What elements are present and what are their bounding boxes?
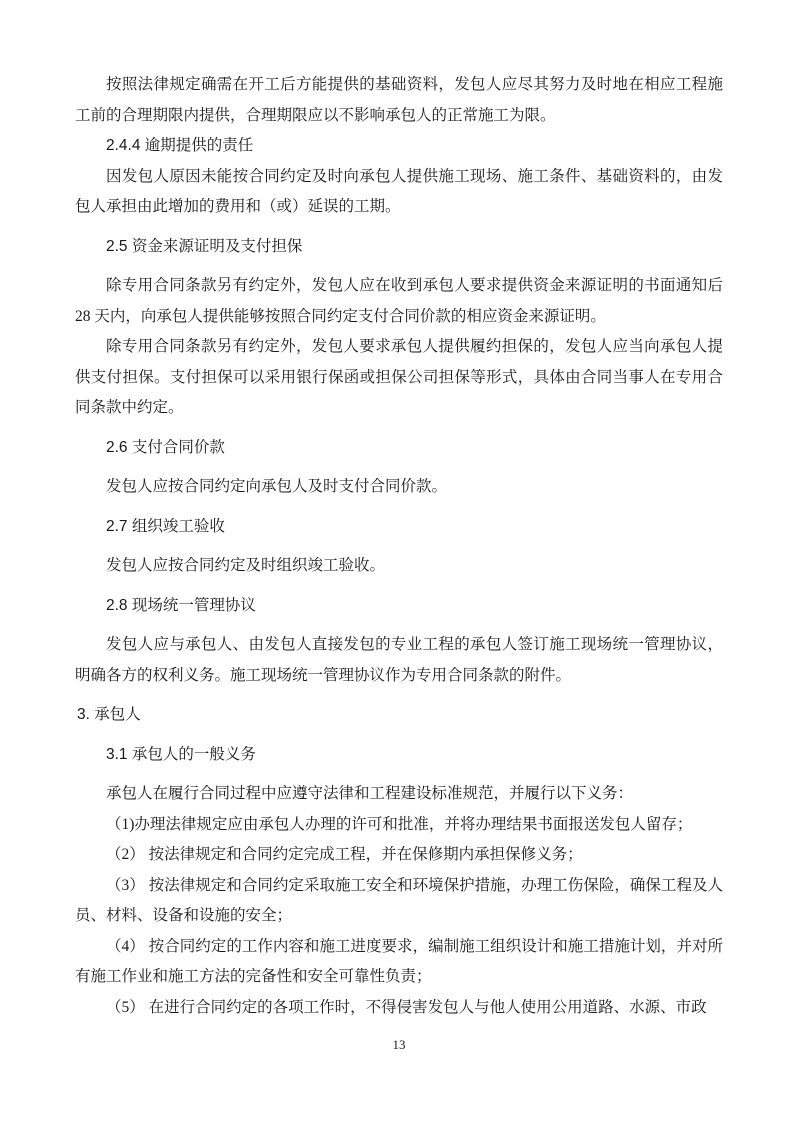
- list-item-1: （1)办理法律规定应由承包人办理的许可和批准，并将办理结果书面报送发包人留存；: [106, 815, 693, 833]
- heading-2-6: 2.6 支付合同价款: [106, 438, 225, 456]
- clause-paragraph: 除专用合同条款另有约定外，发包人应在收到承包人要求提供资金来源证明的书面通知后 28 天内，向承包人提供能够按照合同约定支付合同价款的相应资金来源证明。: [75, 277, 723, 325]
- clause-paragraph: 除专用合同条款另有约定外，发包人要求承包人提供履约担保的，发包人应当向承包人提供支付担保。支付担保可以采用银行保函或担保公司担保等形式，具体由合同当事人在专用合同条款中约定。: [75, 338, 723, 416]
- clause-paragraph: 发包人应按合同约定向承包人及时支付合同价款。: [106, 478, 448, 495]
- clause-paragraph: 按照法律规定确需在开工后方能提供的基础资料，发包人应尽其努力及时地在相应工程施工前的合理期限内提供，合理期限应以不影响承包人的正常施工为限。: [75, 76, 723, 124]
- clause-paragraph: 承包人在履行合同过程中应遵守法律和工程建设标准规范，并履行以下义务：: [106, 785, 634, 802]
- heading-2-7: 2.7 组织竣工验收: [106, 517, 225, 535]
- heading-2-8: 2.8 现场统一管理协议: [106, 596, 256, 614]
- heading-2-5: 2.5 资金来源证明及支付担保: [106, 237, 303, 255]
- list-item-3: （3） 按法律规定和合同约定采取施工安全和环境保护措施，办理工伤保险，确保工程及人员、材料、设备和设施的安全；: [75, 876, 723, 924]
- page-number: 13: [392, 1037, 406, 1052]
- list-item-2: （2） 按法律规定和合同约定完成工程，并在保修期内承担保修义务；: [106, 846, 583, 863]
- list-item-5: （5） 在进行合同约定的各项工作时，不得侵害发包人与他人使用公用道路、水源、市政: [106, 998, 707, 1016]
- list-item-4: （4） 按合同约定的工作内容和施工进度要求，编制施工组织设计和施工措施计划，并对所有施工作业和施工方法的完备性和安全可靠性负责；: [75, 937, 723, 985]
- heading-3-1: 3.1 承包人的一般义务: [106, 745, 256, 763]
- clause-paragraph: 发包人应与承包人、由发包人直接发包的专业工程的承包人签订施工现场统一管理协议，明确各方的权利义务。施工现场统一管理协议作为专用合同条款的附件。: [75, 636, 723, 684]
- heading-2-4-4: 2.4.4 逾期提供的责任: [106, 137, 254, 154]
- clause-paragraph: 因发包人原因未能按合同约定及时向承包人提供施工现场、施工条件、基础资料的，由发包人承担由此增加的费用和（或）延误的工期。: [75, 167, 723, 215]
- heading-3: 3. 承包人: [77, 706, 141, 723]
- clause-paragraph: 发包人应按合同约定及时组织竣工验收。: [106, 557, 386, 574]
